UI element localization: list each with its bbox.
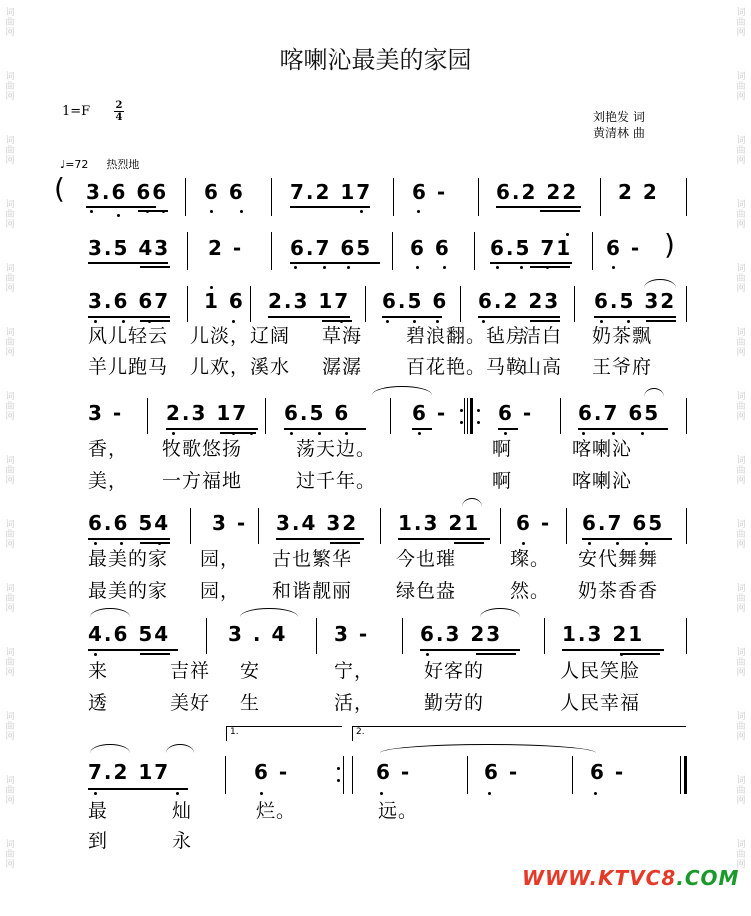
beam-underline <box>382 316 442 318</box>
lyric-segment: 璨。 <box>510 548 551 570</box>
slur-arc <box>644 279 676 288</box>
beam-underline <box>540 210 580 212</box>
bar-line <box>190 508 191 544</box>
bar-line <box>470 398 473 434</box>
beam-underline <box>88 262 168 264</box>
site-logo <box>522 866 739 890</box>
note-group: 6 - <box>412 401 448 425</box>
tempo-expression: 热烈地 <box>106 158 140 171</box>
lyric-segment: 羊儿跑马 <box>88 356 169 378</box>
site-logo-tld: .COM <box>676 866 740 890</box>
volta-first-ending: 1. <box>226 726 342 741</box>
bar-line <box>592 232 593 270</box>
bar-line <box>572 756 573 794</box>
note-group: 4.6 54 <box>88 622 171 646</box>
octave-dot <box>210 210 213 213</box>
octave-dot <box>417 210 420 213</box>
lyric-segment: 啊 <box>492 470 513 492</box>
side-watermark: 词 曲 网 <box>5 712 15 742</box>
note-group: 3 . 4 <box>228 622 288 646</box>
note-group: 7.2 17 <box>88 760 171 784</box>
bar-line <box>467 398 468 434</box>
note-group: 6.5 6 <box>284 401 351 425</box>
side-watermark: 词 曲 网 <box>736 328 746 358</box>
lyric-segment: 古也繁华 <box>272 548 353 570</box>
note-group: 6.7 65 <box>290 236 373 260</box>
lyric-segment: 透 <box>88 692 109 714</box>
beam-underline <box>284 428 366 430</box>
lyric-segment: 永 <box>172 830 193 852</box>
lyric-segment: 安代舞舞 <box>578 548 659 570</box>
octave-dot <box>210 286 213 289</box>
lyric-segment: 生 <box>240 692 261 714</box>
note-group: 1.3 21 <box>562 622 645 646</box>
side-watermark: 词 曲 网 <box>5 72 15 102</box>
octave-dot <box>612 266 615 269</box>
bar-line <box>147 398 148 434</box>
bar-line <box>271 232 272 270</box>
note-group: 3.6 67 <box>88 289 171 313</box>
bar-line <box>680 756 681 794</box>
octave-dot <box>162 210 165 213</box>
octave-dot <box>146 210 149 213</box>
bar-line <box>271 178 272 216</box>
side-watermark: 词 曲 网 <box>736 392 746 422</box>
note-group: 2.3 17 <box>166 401 249 425</box>
note-group: 1.3 21 <box>398 511 481 535</box>
slur-arc <box>90 744 130 753</box>
side-watermark: 词 曲 网 <box>5 776 15 806</box>
side-watermark: 词 曲 网 <box>736 712 746 742</box>
tempo-bpm: ♩=72 <box>60 158 89 171</box>
bar-line <box>258 508 259 544</box>
note-group: 6 6 <box>204 180 245 204</box>
beam-underline <box>166 428 258 430</box>
note-group: 2 - <box>208 236 244 260</box>
lyric-segment: 奶茶香香 <box>578 580 659 602</box>
lyric-segment: 碧浪翻。毡房 <box>406 325 527 347</box>
side-watermark: 词 曲 网 <box>5 8 15 38</box>
bar-line <box>187 232 188 270</box>
lyric-segment: 勤劳的 <box>424 692 485 714</box>
bar-line <box>686 618 687 654</box>
side-watermark: 词 曲 网 <box>736 200 746 230</box>
lyric-segment: 然。 <box>510 580 551 602</box>
bar-line <box>574 286 575 322</box>
bar-line <box>185 178 186 216</box>
note-group: 6 - <box>412 180 448 204</box>
side-watermark: 词 曲 网 <box>736 264 746 294</box>
beam-underline <box>476 653 516 655</box>
note-group: 3.5 43 <box>88 236 171 260</box>
octave-dot <box>90 210 93 213</box>
beam-underline <box>290 206 370 208</box>
lyric-segment: 王爷府 <box>592 356 653 378</box>
slur-arc <box>372 386 432 395</box>
octave-dot <box>337 767 340 770</box>
side-watermark: 词 曲 网 <box>736 776 746 806</box>
beam-underline <box>478 316 560 318</box>
note-group: 6.5 71 <box>490 236 573 260</box>
volta-second-ending: 2. <box>352 726 686 741</box>
lyric-segment: 草海 <box>322 325 363 347</box>
bar-line <box>343 756 344 794</box>
bar-line <box>392 232 393 270</box>
note-group: 3 - <box>334 622 370 646</box>
lyric-segment: 今也璀 <box>396 548 457 570</box>
bar-line <box>478 178 479 216</box>
side-watermark: 词 曲 网 <box>5 456 15 486</box>
octave-dot <box>294 266 297 269</box>
lyric-segment: 好客的 <box>424 660 485 682</box>
bar-line <box>206 618 207 654</box>
octave-dot <box>520 266 523 269</box>
octave-dot <box>496 266 499 269</box>
lyric-segment: 来 <box>88 660 109 682</box>
octave-dot <box>386 320 389 323</box>
note-group: 6 - <box>254 760 290 784</box>
beam-underline <box>490 262 572 264</box>
lyric-segment: 过千年。 <box>296 470 377 492</box>
octave-dot <box>347 266 350 269</box>
octave-dot <box>641 432 644 435</box>
octave-dot <box>117 214 120 217</box>
octave-dot <box>594 792 597 795</box>
beam-underline <box>398 538 490 540</box>
lyric-segment: 啊 <box>492 438 513 460</box>
side-watermark: 词 曲 网 <box>5 520 15 550</box>
lyric-segment: 人民笑脸 <box>560 660 641 682</box>
lyric-segment: 活， <box>334 692 375 714</box>
lyric-segment: 绿色盎 <box>396 580 457 602</box>
octave-dot <box>323 266 326 269</box>
bar-line <box>225 756 226 794</box>
note-group: 6.5 32 <box>594 289 677 313</box>
lyric-segment: 奶茶飘 <box>592 325 653 347</box>
note-group: 6.6 54 <box>88 511 171 535</box>
lyric-segment: 风儿轻云 <box>88 325 169 347</box>
beam-underline <box>620 653 660 655</box>
note-group: 7.2 17 <box>290 180 373 204</box>
bar-line <box>460 286 461 322</box>
octave-dot <box>380 792 383 795</box>
bar-line <box>380 508 381 544</box>
lyric-segment: 美好 <box>170 692 211 714</box>
beam-underline <box>420 649 520 651</box>
bar-line <box>402 618 403 654</box>
side-watermark: 词 曲 网 <box>736 840 746 870</box>
side-watermark: 词 曲 网 <box>736 520 746 550</box>
side-watermark: 词 曲 网 <box>736 136 746 166</box>
beam-underline <box>140 266 170 268</box>
bar-line <box>500 508 501 544</box>
slur-arc <box>166 744 194 753</box>
note-group: 6.5 6 <box>382 289 449 313</box>
bar-line <box>684 756 687 794</box>
repeat-close-paren: ) <box>664 228 675 261</box>
bar-line <box>474 232 475 270</box>
lyric-segment: 远。 <box>378 800 419 822</box>
octave-dot <box>176 792 179 795</box>
bar-line <box>265 398 266 434</box>
site-logo-main: WWW.KTVC8 <box>522 866 677 890</box>
bar-line <box>600 178 601 216</box>
side-watermark: 词 曲 网 <box>5 584 15 614</box>
lyric-segment: 吉祥 <box>170 660 211 682</box>
note-group: 1 6 <box>204 289 245 313</box>
note-group: 3 - <box>88 401 124 425</box>
beam-underline <box>290 262 380 264</box>
slur-arc <box>90 608 130 617</box>
lyric-segment: 到 <box>88 830 109 852</box>
slur-arc <box>240 608 298 617</box>
repeat-open-paren: ( <box>54 172 65 205</box>
lyric-segment: 灿 <box>172 800 193 822</box>
note-group: 6 - <box>498 401 534 425</box>
lyric-segment: 美， <box>88 470 129 492</box>
beam-underline <box>496 206 581 208</box>
lyric-segment: 烂。 <box>256 800 297 822</box>
note-group: 6.2 23 <box>478 289 561 313</box>
octave-dot <box>460 409 463 412</box>
side-watermark: 词 曲 网 <box>5 136 15 166</box>
octave-dot <box>443 266 446 269</box>
lyric-segment: 一方福地 <box>162 470 243 492</box>
lyric-segment: 最 <box>88 800 109 822</box>
beam-underline <box>578 428 668 430</box>
bar-line <box>187 286 188 322</box>
bar-line <box>686 178 687 216</box>
side-watermark: 词 曲 网 <box>5 392 15 422</box>
meter-top: 2 <box>115 100 123 111</box>
side-watermark: 词 曲 网 <box>5 648 15 678</box>
octave-dot <box>290 432 293 435</box>
bar-line <box>393 178 394 216</box>
bar-line <box>250 286 251 322</box>
side-watermark: 词 曲 网 <box>5 328 15 358</box>
beam-underline <box>140 653 170 655</box>
bar-line <box>365 286 366 322</box>
note-group: 3.4 32 <box>276 511 359 535</box>
lyric-segment: 洁白 <box>522 325 563 347</box>
lyric-segment: 和谐靓丽 <box>272 580 353 602</box>
octave-dot <box>240 210 243 213</box>
note-group: 6 6 <box>410 236 451 260</box>
note-group: 6.7 65 <box>578 401 661 425</box>
octave-dot <box>460 421 463 424</box>
bar-line <box>544 618 545 654</box>
beam-underline <box>88 788 188 790</box>
bar-line <box>686 398 687 434</box>
note-group: 3.6 66 <box>86 180 169 204</box>
bar-line <box>560 398 561 434</box>
note-group: 2 2 <box>618 180 659 204</box>
composer-credit: 黄清林 曲 <box>593 126 645 140</box>
time-signature <box>114 100 124 123</box>
lyric-segment: 牧歌悠扬 <box>162 438 243 460</box>
octave-dot <box>566 233 569 236</box>
octave-dot <box>546 266 549 269</box>
bar-line <box>467 756 468 794</box>
beam-underline <box>530 266 570 268</box>
lyric-segment: 百花艳。马鞍 <box>406 356 527 378</box>
bar-line <box>686 508 687 544</box>
beam-underline <box>454 542 484 544</box>
beam-underline <box>88 538 170 540</box>
lyric-segment: 喀喇沁 <box>572 438 633 460</box>
octave-dot <box>488 792 491 795</box>
lyric-segment: 儿淡，辽阔 <box>190 325 291 347</box>
beam-underline <box>498 428 518 430</box>
lyric-segment: 最美的家 <box>88 580 169 602</box>
bar-line <box>686 286 687 322</box>
bar-line <box>464 398 465 434</box>
beam-underline <box>276 538 364 540</box>
lyric-segment: 潺潺 <box>322 356 363 378</box>
octave-dot <box>360 210 363 213</box>
lyric-segment: 儿欢，溪水 <box>190 356 291 378</box>
octave-dot <box>94 792 97 795</box>
side-watermark: 词 曲 网 <box>736 648 746 678</box>
side-watermark: 词 曲 网 <box>5 200 15 230</box>
key-signature: 1=F <box>62 104 91 119</box>
slur-arc <box>480 608 520 617</box>
slur-arc <box>380 744 596 753</box>
beam-underline <box>594 316 676 318</box>
lyric-segment: 宁， <box>334 660 375 682</box>
beam-underline <box>268 316 350 318</box>
tempo-marking <box>60 156 139 172</box>
octave-dot <box>260 792 263 795</box>
lyric-segment: 荡天边。 <box>296 438 377 460</box>
octave-dot <box>418 432 421 435</box>
bar-line <box>352 756 353 794</box>
note-group: 6 - <box>376 760 412 784</box>
lyric-segment: 安 <box>240 660 261 682</box>
beam-underline <box>412 428 432 430</box>
lyric-segment: 园， <box>200 548 241 570</box>
note-group: 6 - <box>516 511 552 535</box>
side-watermark: 词 曲 网 <box>736 8 746 38</box>
note-group: 2.3 17 <box>268 289 351 313</box>
bar-line <box>390 398 391 434</box>
slur-arc <box>644 388 664 397</box>
note-group: 6 - <box>606 236 642 260</box>
lyric-segment: 最美的家 <box>88 548 169 570</box>
song-title: 喀喇沁最美的家园 <box>279 46 472 74</box>
side-watermark: 词 曲 网 <box>736 584 746 614</box>
beam-underline <box>582 538 672 540</box>
octave-dot <box>477 409 480 412</box>
meter-bottom: 4 <box>115 112 123 123</box>
note-group: 6 - <box>590 760 626 784</box>
octave-dot <box>477 421 480 424</box>
note-group: 6 - <box>484 760 520 784</box>
side-watermark: 词 曲 网 <box>736 456 746 486</box>
note-group: 6.3 23 <box>420 622 503 646</box>
note-group: 6.7 65 <box>582 511 665 535</box>
beam-underline <box>88 649 178 651</box>
slur-arc <box>462 498 482 507</box>
lyric-segment: 喀喇沁 <box>572 470 633 492</box>
side-watermark: 词 曲 网 <box>736 72 746 102</box>
lyricist-credit: 刘艳发 词 <box>593 110 645 124</box>
octave-dot <box>416 266 419 269</box>
lyric-segment: 园， <box>200 580 241 602</box>
beam-underline <box>562 649 664 651</box>
beam-underline <box>88 316 170 318</box>
octave-dot <box>337 779 340 782</box>
beam-underline <box>86 206 156 208</box>
bar-line <box>316 618 317 654</box>
lyric-segment: 香， <box>88 438 129 460</box>
bar-line <box>566 508 567 544</box>
lyric-segment: 人民幸福 <box>560 692 641 714</box>
octave-dot <box>250 432 253 435</box>
side-watermark: 词 曲 网 <box>5 264 15 294</box>
note-group: 3 - <box>212 511 248 535</box>
lyric-segment: 山高 <box>522 356 563 378</box>
note-group: 6.2 22 <box>496 180 579 204</box>
side-watermark: 词 曲 网 <box>5 840 15 870</box>
